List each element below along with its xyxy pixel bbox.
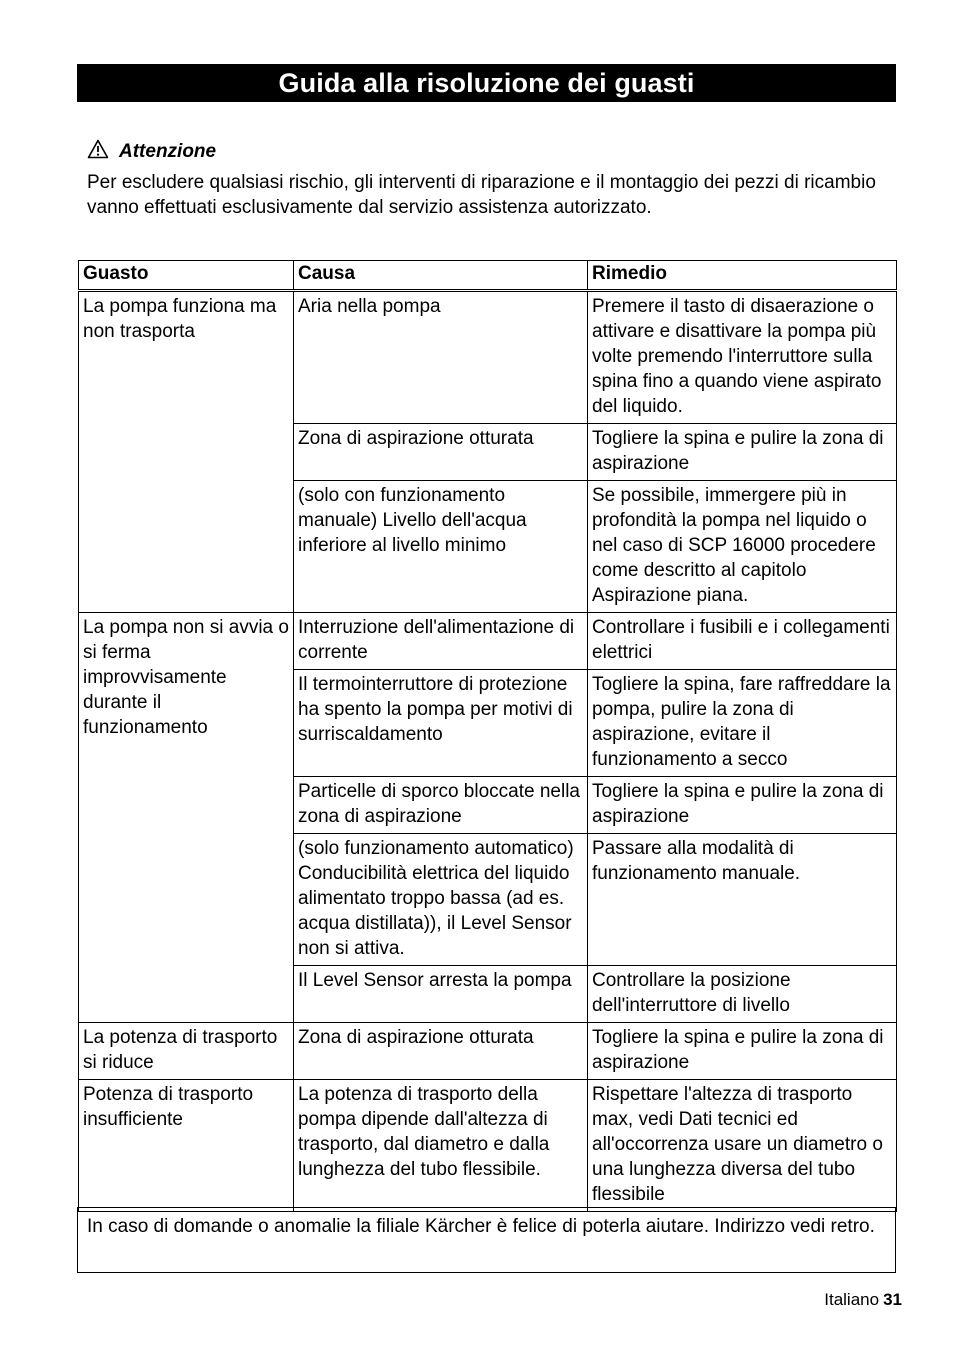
table-row	[79, 613, 897, 670]
header-rimedio: Rimedio	[588, 261, 897, 291]
fault-cell: La pompa non si avvia o si ferma improvvisamente durante il funzionamento	[79, 613, 294, 1023]
table-header-row	[79, 261, 897, 291]
remedy-cell: Passare alla modalità di funzionamento manuale.	[588, 834, 897, 966]
cause-cell: (solo con funzionamento manuale) Livello dell'acqua inferiore al livello minimo	[294, 481, 588, 613]
cause-cell: Zona di aspirazione otturata	[294, 1023, 588, 1080]
table-row	[79, 1023, 897, 1080]
remedy-cell: Togliere la spina e pulire la zona di aspirazione	[588, 1023, 897, 1080]
cause-cell: (solo funzionamento automatico) Conducibilità elettrica del liquido alimentato troppo bassa (ad es. acqua distillata)), il Level Sensor non si attiva.	[294, 834, 588, 966]
cause-cell: Interruzione dell'alimentazione di corrente	[294, 613, 588, 670]
header-guasto: Guasto	[79, 261, 294, 291]
header-causa: Causa	[294, 261, 588, 291]
remedy-cell: Controllare la posizione dell'interruttore di livello	[588, 966, 897, 1023]
remedy-cell: Se possibile, immergere più in profondità la pompa nel liquido o nel caso di SCP 16000 procedere come descritto al capitolo Aspirazione piana.	[588, 481, 897, 613]
cause-cell: Il Level Sensor arresta la pompa	[294, 966, 588, 1023]
cause-cell: Aria nella pompa	[294, 291, 588, 424]
page-number: 31	[883, 1290, 902, 1309]
remedy-cell: Togliere la spina e pulire la zona di aspirazione	[588, 777, 897, 834]
warning-notice	[87, 140, 887, 220]
page-title: Guida alla risoluzione dei guasti	[77, 64, 896, 102]
troubleshooting-table	[78, 260, 897, 1212]
fault-cell: La pompa funziona ma non trasporta	[79, 291, 294, 613]
fault-cell: Potenza di trasporto insufficiente	[79, 1080, 294, 1212]
warning-heading-text: Attenzione	[119, 141, 217, 162]
remedy-cell: Premere il tasto di disaerazione o attivare e disattivare la pompa più volte premendo l'interruttore sulla spina fino a quando viene aspirato del liquido.	[588, 291, 897, 424]
page-footer	[824, 1290, 902, 1310]
cause-cell: Particelle di sporco bloccate nella zona di aspirazione	[294, 777, 588, 834]
remedy-cell: Controllare i fusibili e i collegamenti elettrici	[588, 613, 897, 670]
warning-text: Per escludere qualsiasi rischio, gli interventi di riparazione e il montaggio dei pezzi di ricambio vanno effettuati esclusivamente dal servizio assistenza autorizzato.	[87, 172, 876, 218]
cause-cell: Zona di aspirazione otturata	[294, 424, 588, 481]
footer-language: Italiano	[824, 1290, 880, 1309]
remedy-cell: Togliere la spina, fare raffreddare la pompa, pulire la zona di aspirazione, evitare il funzionamento a secco	[588, 670, 897, 777]
remedy-cell: Togliere la spina e pulire la zona di aspirazione	[588, 424, 897, 481]
remedy-cell: Rispettare l'altezza di trasporto max, vedi Dati tecnici ed all'occorrenza usare un diametro o una lunghezza diversa del tubo flessibile	[588, 1080, 897, 1212]
fault-cell: La potenza di trasporto si riduce	[79, 1023, 294, 1080]
info-box: In caso di domande o anomalie la filiale Kärcher è felice di poterla aiutare. Indirizzo vedi retro.	[77, 1207, 896, 1273]
warning-triangle-icon	[87, 139, 119, 165]
cause-cell: Il termointerruttore di protezione ha spento la pompa per motivi di surriscaldamento	[294, 670, 588, 777]
cause-cell: La potenza di trasporto della pompa dipende dall'altezza di trasporto, dal diametro e dalla lunghezza del tubo flessibile.	[294, 1080, 588, 1212]
table-row	[79, 291, 897, 424]
warning-heading	[87, 140, 887, 164]
table-row	[79, 1080, 897, 1212]
